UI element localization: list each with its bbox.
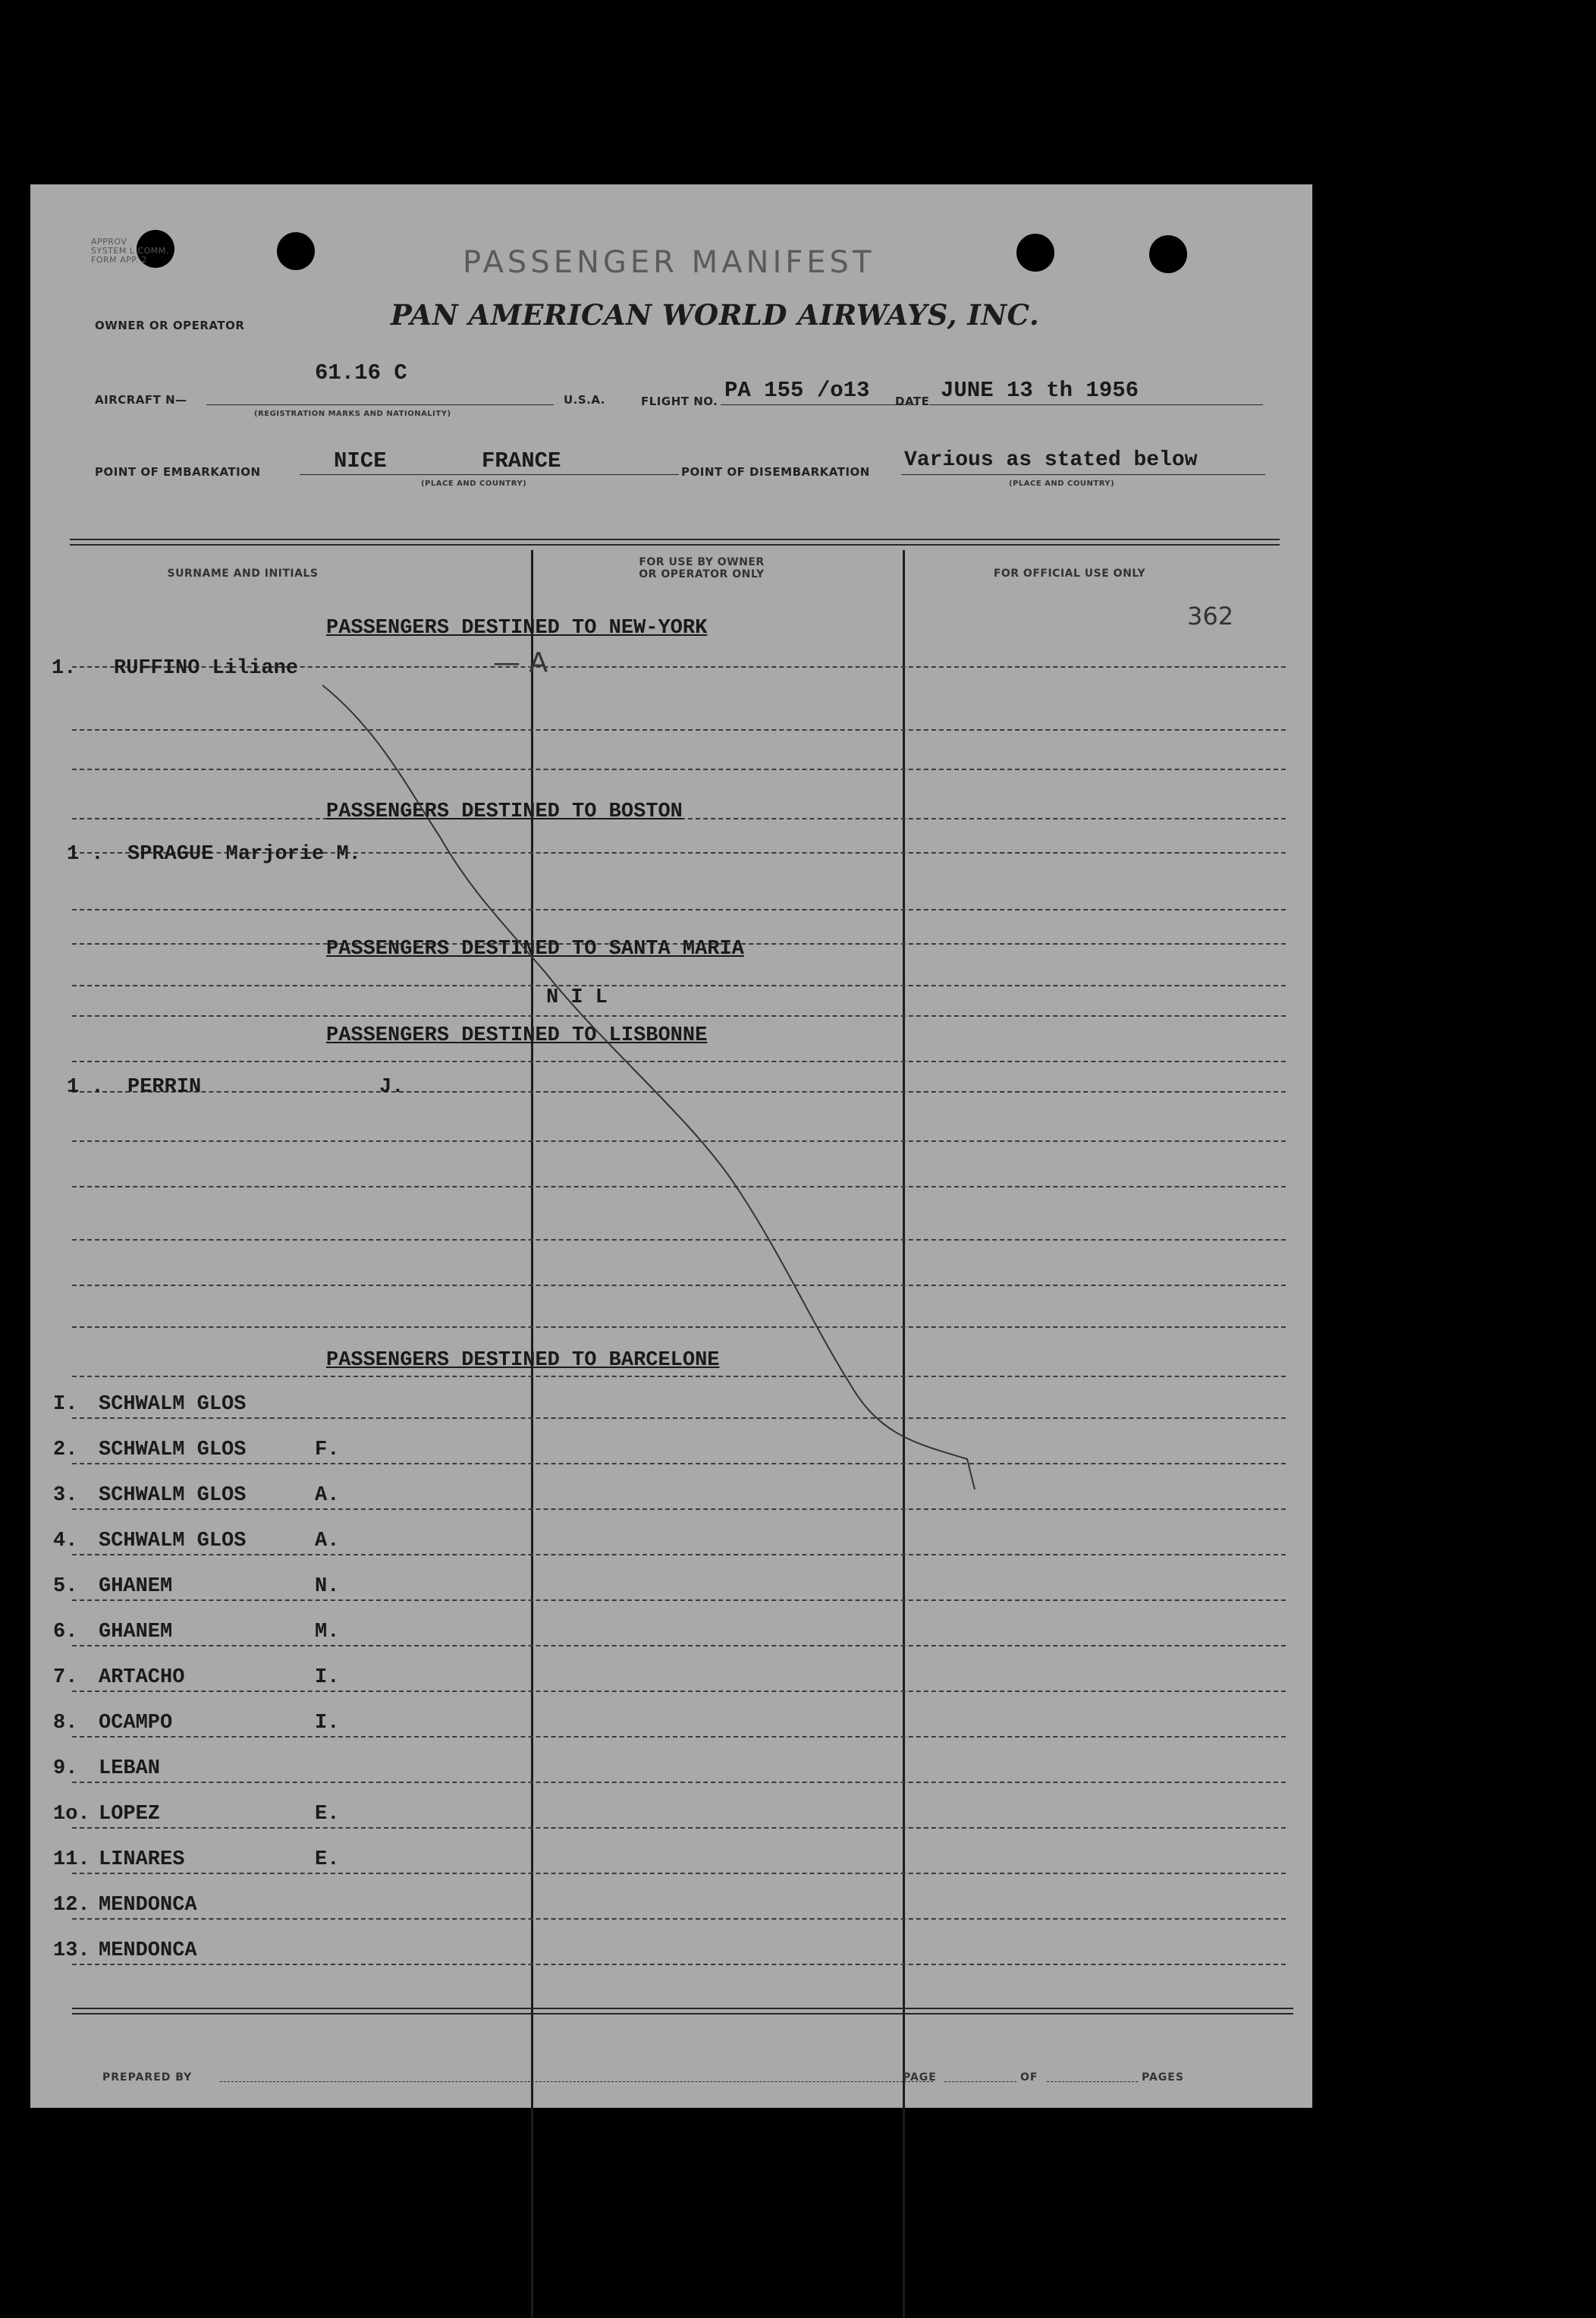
section-heading-santa-maria: PASSENGERS DESTINED TO SANTA MARIA [326, 938, 744, 961]
passenger-name: LINARES [99, 1848, 185, 1871]
date-label: DATE [895, 395, 930, 408]
flight-label: FLIGHT NO. [641, 395, 718, 408]
flight-value: PA 155 /o13 [724, 378, 870, 403]
passenger-initial: J. [379, 1076, 404, 1099]
passenger-name: SPRAGUE Marjorie M. [127, 843, 361, 866]
passenger-number: 13. [53, 1939, 90, 1962]
passenger-name: GHANEM [99, 1575, 173, 1598]
section-heading-new-york: PASSENGERS DESTINED TO NEW-YORK [326, 617, 708, 640]
stamp-line: SYSTEM L COMM. [91, 246, 169, 256]
passenger-name: RUFFINO Liliane [114, 657, 299, 680]
passenger-number: 2. [53, 1439, 78, 1461]
passenger-number: 8. [53, 1712, 78, 1735]
passenger-initial: N. [315, 1575, 340, 1598]
section-heading-lisbonne: PASSENGERS DESTINED TO LISBONNE [326, 1024, 708, 1047]
page-title: PASSENGER MANIFEST [463, 245, 875, 280]
date-value: JUNE 13 th 1956 [941, 378, 1139, 403]
embarkation-label: POINT OF EMBARKATION [95, 465, 261, 479]
passenger-initial: I. [315, 1666, 340, 1689]
passenger-name: LEBAN [99, 1757, 161, 1780]
passenger-number: 12. [53, 1894, 90, 1917]
passenger-initial: I. [315, 1712, 340, 1735]
section-heading-boston: PASSENGERS DESTINED TO BOSTON [326, 800, 683, 823]
owner-label: OWNER OR OPERATOR [95, 319, 245, 332]
passenger-name: SCHWALM GLOS [99, 1393, 247, 1416]
passenger-initial: M. [315, 1621, 340, 1643]
usa-label: U.S.A. [564, 393, 605, 407]
embarkation-sub: (PLACE AND COUNTRY) [421, 480, 527, 488]
official-number: 362 [1187, 602, 1234, 631]
aircraft-value: 61.16 C [315, 360, 407, 385]
disembarkation-sub: (PLACE AND COUNTRY) [1009, 480, 1115, 488]
passenger-number: 4. [53, 1530, 78, 1552]
disembarkation-value: Various as stated below [904, 448, 1198, 472]
passenger-initial: A. [315, 1530, 340, 1552]
embarkation-country: FRANCE [482, 448, 561, 473]
section-heading-barcelone: PASSENGERS DESTINED TO BARCELONE [326, 1349, 720, 1372]
manifest-sheet [30, 184, 1312, 2108]
passenger-name: SCHWALM GLOS [99, 1484, 247, 1507]
passenger-number: 7. [53, 1666, 78, 1689]
passenger-initial: A. [315, 1484, 340, 1507]
passenger-number: 1 . [67, 1076, 104, 1099]
passenger-name: GHANEM [99, 1621, 173, 1643]
prepared-by-label: PREPARED BY [102, 2071, 193, 2084]
passenger-number: 5. [53, 1575, 78, 1598]
passenger-number: 11. [53, 1848, 90, 1871]
aircraft-label: AIRCRAFT N— [95, 393, 187, 407]
column-header-owner-line: OR OPERATOR ONLY [639, 568, 765, 580]
passenger-number: 3. [53, 1484, 78, 1507]
page-label: PAGE [903, 2071, 937, 2084]
column-header-surname-text: SURNAME AND INITIALS [167, 568, 319, 580]
passenger-initial: E. [315, 1803, 340, 1826]
aircraft-sub: (REGISTRATION MARKS AND NATIONALITY) [254, 410, 451, 418]
passenger-name: LOPEZ [99, 1803, 161, 1826]
stamp-line: FORM APP. 2 [91, 255, 148, 265]
embarkation-city: NICE [334, 448, 387, 473]
passenger-initial: F. [315, 1439, 340, 1461]
column-header-owner-line: FOR USE BY OWNER [639, 556, 765, 568]
passenger-initial: E. [315, 1848, 340, 1871]
passenger-name: PERRIN [127, 1076, 202, 1099]
nil-note: N I L [546, 986, 608, 1009]
passenger-name: SCHWALM GLOS [99, 1439, 247, 1461]
passenger-name: SCHWALM GLOS [99, 1530, 247, 1552]
passenger-name: ARTACHO [99, 1666, 185, 1689]
column-header-official-text: FOR OFFICIAL USE ONLY [993, 568, 1146, 580]
passenger-number: 6. [53, 1621, 78, 1643]
stamp-line: APPROV [91, 237, 127, 247]
passenger-name: MENDONCA [99, 1894, 197, 1917]
passenger-number: 1 . [67, 843, 104, 866]
of-label: OF [1020, 2071, 1038, 2084]
disembarkation-label: POINT OF DISEMBARKATION [681, 465, 870, 479]
passenger-name: OCAMPO [99, 1712, 173, 1735]
company-name: PAN AMERICAN WORLD AIRWAYS, INC. [391, 298, 1040, 332]
passenger-number: I. [53, 1393, 78, 1416]
passenger-name: MENDONCA [99, 1939, 197, 1962]
passenger-number: 1. [52, 657, 77, 680]
passenger-number: 9. [53, 1757, 78, 1780]
passenger-number: 1o. [53, 1803, 90, 1826]
pages-label: PAGES [1142, 2071, 1184, 2084]
owner-mark: — A [493, 647, 548, 678]
pencil-stroke [30, 184, 1312, 2108]
